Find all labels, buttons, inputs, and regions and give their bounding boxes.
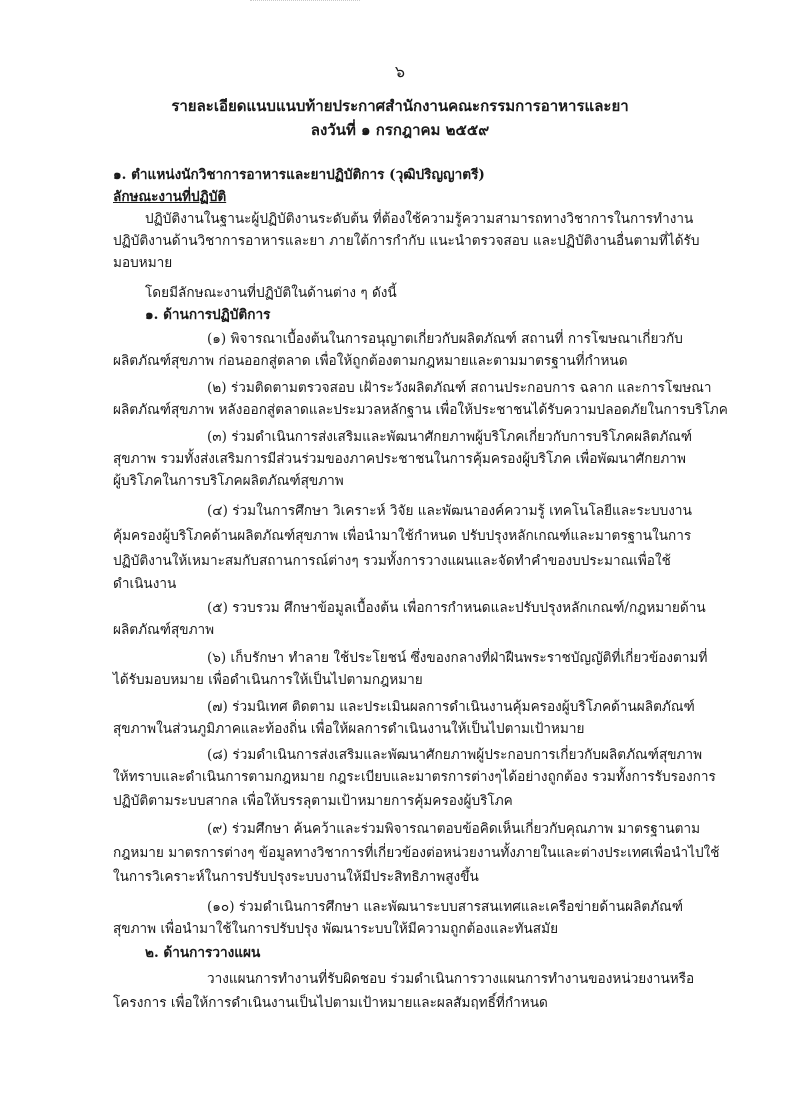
item-line: (๓) ร่วมดำเนินการส่งเสริมและพัฒนาศักยภาพผู้บริโภคเกี่ยวกับการบริโภคผลิตภัณฑ์ <box>207 429 693 445</box>
item-line: (๗) ร่วมนิเทศ ติดตาม และประเมินผลการดำเนินงานคุ้มครองผู้บริโภคด้านผลิตภัณฑ์ <box>207 699 695 715</box>
item-line: ผลิตภัณฑ์สุขภาพ <box>113 622 215 638</box>
item-line: ได้รับมอบหมาย เพื่อดำเนินการให้เป็นไปตามกฎหมาย <box>113 672 423 688</box>
document-date: ลงวันที่ ๑ กรกฎาคม ๒๕๕๙ <box>310 121 490 139</box>
item-line: (๙) ร่วมศึกษา ค้นคว้าและร่วมพิจารณาตอบข้อคิดเห็นเกี่ยวกับคุณภาพ มาตรฐานตาม <box>207 821 701 837</box>
planning-line: วางแผนการทำงานที่รับผิดชอบ ร่วมดำเนินการวางแผนการทำงานของหน่วยงานหรือ <box>207 971 695 987</box>
section-heading: ๑. ตำแหน่งนักวิชาการอาหารและยาปฏิบัติการ (วุฒิปริญญาตรี) <box>113 167 485 183</box>
planning-line: โครงการ เพื่อให้การดำเนินงานเป็นไปตามเป้าหมายและผลสัมฤทธิ์ที่กำหนด <box>113 995 548 1011</box>
item-line: สุขภาพในส่วนภูมิภาคและท้องถิ่น เพื่อให้ผลการดำเนินงานให้เป็นไปตามเป้าหมาย <box>113 721 585 737</box>
item-line: (๖) เก็บรักษา ทำลาย ใช้ประโยชน์ ซึ่งของกลางที่ฝ่าฝืนพระราชบัญญัติที่เกี่ยวข้องตามที่ <box>207 650 708 666</box>
item-line: สุขภาพ รวมทั้งส่งเสริมการมีส่วนร่วมของภาคประชาชนในการคุ้มครองผู้บริโภค เพื่อพัฒนาศักยภาพ <box>113 451 686 467</box>
page-number: ๖ <box>394 62 406 81</box>
lead-text: โดยมีลักษณะงานที่ปฏิบัติในด้านต่าง ๆ ดังนี้ <box>145 285 397 301</box>
item-line: ให้ทราบและดำเนินการตามกฎหมาย กฎระเบียบและมาตรการต่างๆได้อย่างถูกต้อง รวมทั้งการรับรองการ <box>113 769 716 785</box>
item-line: (๘) ร่วมดำเนินการส่งเสริมและพัฒนาศักยภาพผู้ประกอบการเกี่ยวกับผลิตภัณฑ์สุขภาพ <box>207 747 703 763</box>
item-line: ผลิตภัณฑ์สุขภาพ หลังออกสู่ตลาดและประมวลหลักฐาน เพื่อให้ประชาชนได้รับความปลอดภัยในการบริโภค <box>113 402 728 418</box>
topic-heading: ๑. ด้านการปฏิบัติการ <box>145 307 271 323</box>
item-line: คุ้มครองผู้บริโภคด้านผลิตภัณฑ์สุขภาพ เพื่อนำมาใช้กำหนด ปรับปรุงหลักเกณฑ์และมาตรฐานในการ <box>113 528 692 544</box>
item-line: ในการวิเคราะห์ในการปรับปรุงระบบงานให้มีประสิทธิภาพสูงขึ้น <box>113 869 479 885</box>
topic-heading: ๒. ด้านการวางแผน <box>145 945 261 961</box>
item-line: (๒) ร่วมติดตามตรวจสอบ เฝ้าระวังผลิตภัณฑ์ สถานประกอบการ ฉลาก และการโฆษณา <box>207 380 712 396</box>
section-subheading: ลักษณะงานที่ปฏิบัติ <box>113 189 227 205</box>
item-line: ปฏิบัติงานให้เหมาะสมกับสถานการณ์ต่างๆ รวมทั้งการวางแผนและจัดทำคำของบประมาณเพื่อใช้ <box>113 553 671 569</box>
item-line: ดำเนินงาน <box>113 576 177 592</box>
item-line: (๑๐) ร่วมดำเนินการศึกษา และพัฒนาระบบสารสนเทศและเครือข่ายด้านผลิตภัณฑ์ <box>207 899 684 915</box>
document-title: รายละเอียดแนบแนบท้ายประกาศสำนักงานคณะกรรมการอาหารและยา <box>171 97 629 115</box>
item-line: ผู้บริโภคในการบริโภคผลิตภัณฑ์สุขภาพ <box>113 473 344 489</box>
item-line: ปฏิบัติตามระบบสากล เพื่อให้บรรลุตามเป้าหมายการคุ้มครองผู้บริโภค <box>113 793 513 809</box>
scan-artifact <box>250 0 360 4</box>
intro-line: มอบหมาย <box>113 255 173 271</box>
item-line: กฎหมาย มาตรการต่างๆ ข้อมูลทางวิชาการที่เกี่ยวข้องต่อหน่วยงานทั้งภายในและต่างประเทศเพื่อนำไปใช้ <box>113 845 720 861</box>
item-line: (๕) รวบรวม ศึกษาข้อมูลเบื้องต้น เพื่อการกำหนดและปรับปรุงหลักเกณฑ์/กฎหมายด้าน <box>207 600 706 616</box>
item-line: (๑) พิจารณาเบื้องต้นในการอนุญาตเกี่ยวกับผลิตภัณฑ์ สถานที่ การโฆษณาเกี่ยวกับ <box>207 331 683 347</box>
item-line: (๔) ร่วมในการศึกษา วิเคราะห์ วิจัย และพัฒนาองค์ความรู้ เทคโนโลยีและระบบงาน <box>207 503 692 519</box>
item-line: สุขภาพ เพื่อนำมาใช้ในการปรับปรุง พัฒนาระบบให้มีความถูกต้องและทันสมัย <box>113 921 559 937</box>
intro-line: ปฏิบัติงานด้านวิชาการอาหารและยา ภายใต้การกำกับ แนะนำตรวจสอบ และปฏิบัติงานอื่นตามที่ได้รับ <box>113 233 700 249</box>
intro-line: ปฏิบัติงานในฐานะผู้ปฏิบัติงานระดับต้น ที่ต้องใช้ความรู้ความสามารถทางวิชาการในการทำงาน <box>145 211 694 227</box>
item-line: ผลิตภัณฑ์สุขภาพ ก่อนออกสู่ตลาด เพื่อให้ถูกต้องตามกฎหมายและตามมาตรฐานที่กำหนด <box>113 353 628 369</box>
